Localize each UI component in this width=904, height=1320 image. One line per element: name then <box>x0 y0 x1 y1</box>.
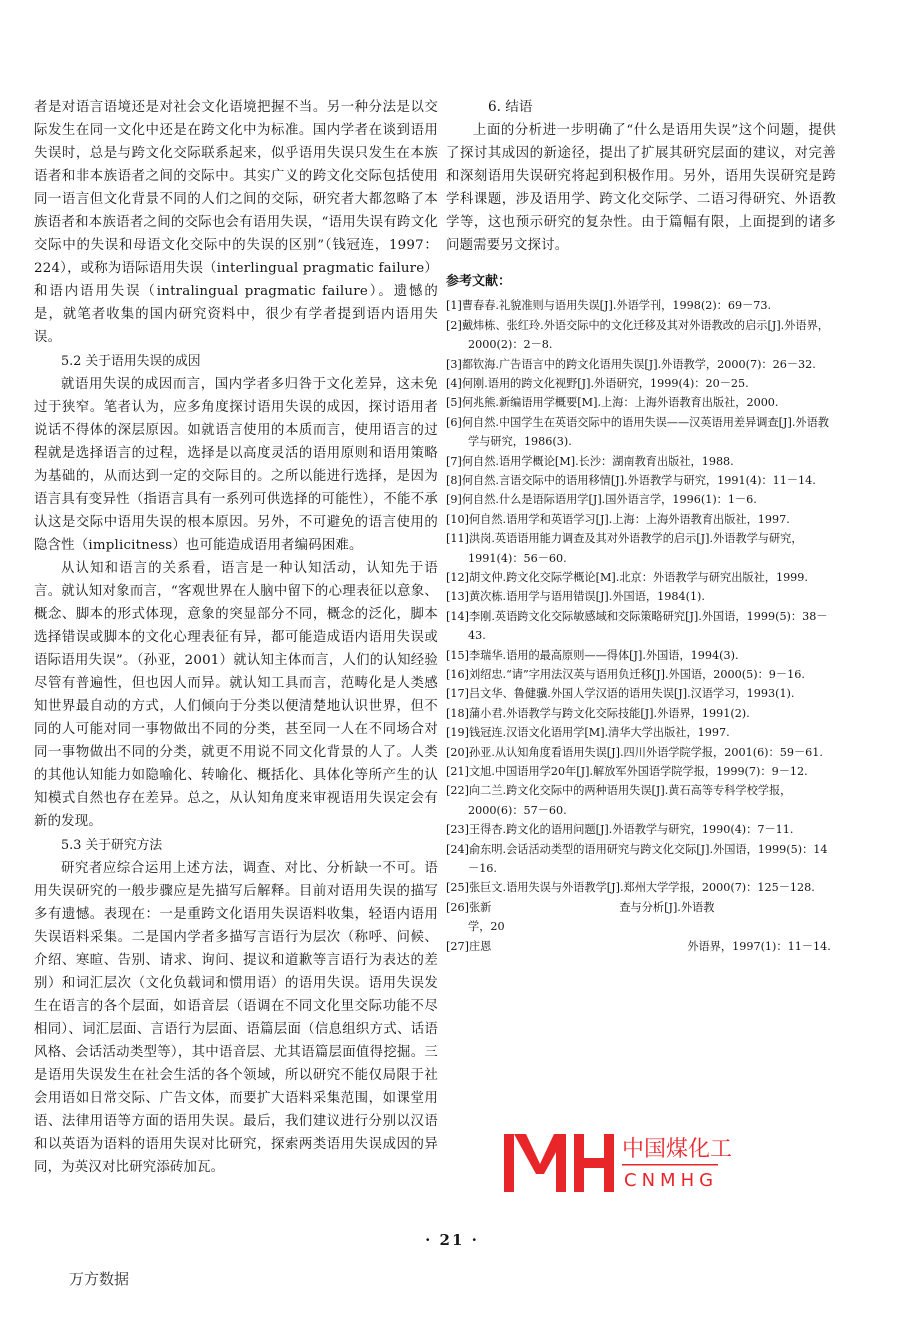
section-heading-6: 6. 结语 <box>488 99 533 115</box>
footer-brand: 万方数据 <box>69 1270 130 1288</box>
reference-item-partial <box>446 937 836 956</box>
ref26-tail: 查与分析[J].外语教 <box>619 900 715 914</box>
ref26-start: [26]张新 <box>446 900 492 914</box>
body-paragraph: 从认知和语言的关系看，语言是一种认知活动，认知先于语言。就认知对象而言，“客观世界在人脑中留下的心理表征以意象、概念、脚本的形式体现，意象的突显部分不同，概念的泛化，脚本选择错误或脚本的文化心理表征有异，都可能造成语内语用失误或语际语用失误”。（孙亚，2001）就认知主体而言，人们的认知经验尽管有普遍性，但也因人而异。就认知工具而言，范畴化是人类感知世界最自动的方式，人们倾向于分类以便清楚地认识世界，但不同的人可能对同一事物做出不同的分类，甚至同一人在不同场合对同一事物做出不同的分类，就更不用说不同文化背景的人了。人类的其他认知能力如隐喻化、转喻化、概括化、具体化等所产生的认知模式自然也存在差异。总之，从认知角度来审视语用失误定会有新的发现。 <box>34 560 438 830</box>
ref27-tail: 外语界，1997(1)：11－14. <box>687 939 831 953</box>
reference-item: [21]文旭.中国语用学20年[J].解放军外国语学院学报，1999(7)：9－12. <box>446 765 808 779</box>
reference-item: [8]何自然.言语交际中的语用移情[J].外语教学与研究，1991(4)：11－14. <box>446 473 816 487</box>
body-paragraph: 就语用失误的成因而言，国内学者多归咎于文化差异，这未免过于狭窄。笔者认为，应多角度探讨语用失误的成因，探讨语用者说话不得体的深层原因。如就语言使用的本质而言，使用语言的过程就是选择语言的过程，选择是以高度灵活的语用原则和语用策略为基础的，从而达到一定的交际目的。之所以能进行选择，是因为语言具有变异性（指语言具有一系列可供选择的可能性），不能不承认这是交际中语用失误的根本原因。另外，不可避免的语言使用的隐含性（implicitness）也可能造成语用者编码困难。 <box>34 376 438 553</box>
mh-logo-icon <box>500 1128 733 1200</box>
reference-item: [4]何刚.语用的跨文化视野[J].外语研究，1999(4)：20－25. <box>446 376 749 390</box>
page-number: · 21 · <box>425 1231 479 1249</box>
reference-item: [12]胡文仲.跨文化交际学概论[M].北京：外语教学与研究出版社，1999. <box>446 570 808 584</box>
reference-item: [23]王得杏.跨文化的语用问题[J].外语教学与研究，1990(4)：7－11. <box>446 823 794 837</box>
reference-list <box>446 296 836 956</box>
reference-item: [20]孙亚.从认知角度看语用失误[J].四川外语学院学报，2001(6)：59－61. <box>446 745 823 759</box>
ref26-line2: 学，20 <box>468 920 505 934</box>
reference-item: [6]何自然.中国学生在英语交际中的语用失误——汉英语用差异调查[J].外语教学与研究，1986(3). <box>446 415 829 449</box>
reference-item: [3]都钦海.广告语言中的跨文化语用失误[J].外语教学，2000(7)：26－32. <box>446 357 816 371</box>
reference-item: [17]吕文华、鲁健骥.外国人学汉语的语用失误[J].汉语学习，1993(1). <box>446 687 795 701</box>
watermark-cn-text: 中国煤化工 <box>622 1137 733 1162</box>
body-paragraph: 研究者应综合运用上述方法，调查、对比、分析缺一不可。语用失误研究的一般步骤应是先描写后解释。目前对语用失误的描写多有遗憾。表现在：一是重跨文化语用失误语料收集，轻语内语用失误语料采集。二是国内学者多描写言语行为层次（称呼、问候、介绍、寒暄、告别、请求、询问、提议和道歉等言语行为表达的差别）和词汇层次（文化负载词和惯用语）的语用失误。语用失误发生在语言的各个层面，如语音层（语调在不同文化里交际功能不尽相同）、词汇层面、言语行为层面、语篇层面（信息组织方式、话语风格、会话活动类型等），其中语音层、尤其语篇层面值得挖掘。三是语用失误发生在社会生活的各个领域，所以研究不能仅局限于社会用语如日常交际、广告文体，而要扩大语料采集范围，如课堂用语、法律用语等方面的语用失误。最后，我们建议进行分别以汉语和以英语为语料的语用失误对比研究，探索两类语用失误成因的异同，为英汉对比研究添砖加瓦。 <box>34 860 438 1176</box>
reference-item: [9]何自然.什么是语际语用学[J].国外语言学，1996(1)：1－6. <box>446 493 757 507</box>
reference-item: [11]洪岗.英语语用能力调查及其对外语教学的启示[J].外语教学与研究，1991(4)：56－60. <box>446 532 803 565</box>
reference-item: [19]钱冠连.汉语文化语用学[M].清华大学出版社，1997. <box>446 726 730 740</box>
reference-item: [1]曹春春.礼貌准则与语用失误[J].外语学刊，1998(2)：69－73. <box>446 299 772 313</box>
reference-item: [7]何自然.语用学概论[M].长沙：湖南教育出版社，1988. <box>446 454 734 468</box>
reference-item: [24]俞东明.会话活动类型的语用研究与跨文化交际[J].外国语，1999(5)：14－16. <box>446 842 828 876</box>
reference-item-partial <box>446 898 836 937</box>
left-column <box>34 96 438 1179</box>
reference-item: [15]李瑞华.语用的最高原则——得体[J].外国语，1994(3). <box>446 648 739 662</box>
reference-item: [10]何自然.语用学和英语学习[J].上海：上海外语教育出版社，1997. <box>446 512 790 526</box>
reference-item: [13]黄次栋.语用学与语用错误[J].外国语，1984(1). <box>446 590 705 604</box>
section-heading-5-3: 5.3 关于研究方法 <box>61 837 163 853</box>
watermark-logo <box>500 1128 733 1200</box>
conclusion-paragraph: 上面的分析进一步明确了“什么是语用失误”这个问题，提供了探讨其成因的新途径，提出了扩展其研究层面的建议，对完善和深刻语用失误研究将起到积极作用。另外，语用失误研究是跨学科课题，涉及语用学、跨文化交际学、二语习得研究、外语教学等，这也预示研究的复杂性。由于篇幅有限，上面提到的诸多问题需要另文探讨。 <box>446 123 836 254</box>
reference-item: [2]戴炜栋、张红玲.外语交际中的文化迁移及其对外语教改的启示[J].外语界，2000(2)：2－8. <box>446 318 829 352</box>
reference-item: [5]何兆熊.新编语用学概要[M].上海：上海外语教育出版社，2000. <box>446 396 779 410</box>
watermark-en-text: CNMHG <box>624 1170 719 1191</box>
reference-item: [18]蒲小君.外语教学与跨文化交际技能[J].外语界，1991(2). <box>446 706 750 720</box>
right-column <box>446 96 836 956</box>
reference-item: [14]李刚.英语跨文化交际敏感域和交际策略研究[J].外国语，1999(5)：38－43. <box>446 609 828 643</box>
references-heading: 参考文献： <box>446 274 512 290</box>
reference-item: [25]张巨文.语用失误与外语教学[J].郑州大学学报，2000(7)：125－128. <box>446 881 815 895</box>
reference-item: [22]向二兰.跨文化交际中的两种语用失误[J].黄石高等专科学校学报，2000(6)：57－60. <box>446 784 792 817</box>
section-heading-5-2: 5.2 关于语用失误的成因 <box>61 353 201 369</box>
reference-item: [16]刘绍忠.“请”字用法汉英与语用负迁移[J].外国语，2000(5)：9－16. <box>446 668 805 681</box>
body-paragraph: 者是对语言语境还是对社会文化语境把握不当。另一种分法是以交际发生在同一文化中还是在跨文化中为标准。国内学者在谈到语用失误时，总是与跨文化交际联系起来，似乎语用失误只发生在本族语者和非本族语者之间的交际中。其实广义的跨文化交际包括使用同一语言但文化背景不同的人们之间的交际，研究者大都忽略了本族语者和本族语者之间的交际也会有语用失误，“语用失误有跨文化交际中的失误和母语文化交际中的失误的区别”（钱冠连，1997：224），或称为语际语用失误（interlingual pragmatic failure）和语内语用失误（intralingual pragmatic failure）。遗憾的是，就笔者收集的国内研究资料中，很少有学者提到语内语用失误。 <box>34 100 438 346</box>
ref27-start: [27]庄恩 <box>446 939 492 953</box>
